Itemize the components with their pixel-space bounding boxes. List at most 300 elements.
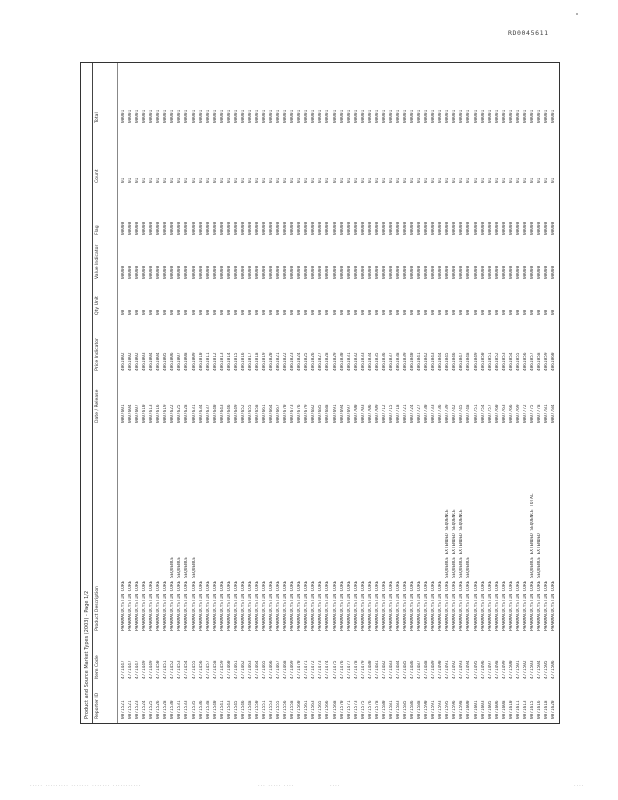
cell-c7: 00001 xyxy=(135,109,141,123)
table-row xyxy=(156,63,162,723)
cell-c5: 00000 xyxy=(374,221,380,235)
cell-c2: 4061009 xyxy=(191,352,197,371)
cell-c2: 4061058 xyxy=(536,352,542,371)
header-desc: Product Description xyxy=(95,585,100,631)
cell-c4: 00000 xyxy=(551,265,557,279)
cell-id: 0071591 xyxy=(431,700,437,719)
cell-code: 4771486 xyxy=(410,660,416,679)
table-row xyxy=(121,63,127,723)
cell-c7: 00001 xyxy=(149,109,155,123)
rotated-table-body xyxy=(81,63,559,723)
cell-c5: 00000 xyxy=(536,221,542,235)
cell-c2: 4061003 xyxy=(142,352,148,371)
cell-c6: 01 xyxy=(156,177,162,183)
cell-c4: 00000 xyxy=(501,265,507,279)
cell-c4: 00000 xyxy=(452,265,458,279)
cell-c3: 00 xyxy=(466,309,472,315)
table-row xyxy=(311,63,317,723)
cell-c1: 0007784 xyxy=(551,404,557,423)
cell-c5: 00000 xyxy=(395,221,401,235)
cell-c7: 00001 xyxy=(219,109,225,123)
cell-c1: 0007772 xyxy=(522,404,528,423)
table-row xyxy=(459,63,465,723)
cell-c2: 4061057 xyxy=(529,352,535,371)
cell-c7: 00001 xyxy=(212,109,218,123)
table-row xyxy=(255,63,261,723)
table-row xyxy=(466,63,472,723)
cell-c4: 00000 xyxy=(522,265,528,279)
cell-c7: 00001 xyxy=(536,109,542,123)
cell-c5: 00000 xyxy=(544,221,549,235)
cell-c6: 01 xyxy=(515,177,521,183)
cell-c6: 01 xyxy=(438,177,444,183)
cell-c1: 0007607 xyxy=(135,404,141,423)
table-row xyxy=(347,63,353,723)
cell-c2: 4061037 xyxy=(388,352,394,371)
cell-desc: PHARMACOCYSTIN CORE xyxy=(487,580,493,631)
cell-c1: 0007622 xyxy=(170,404,176,423)
cell-c3: 00 xyxy=(452,309,458,315)
cell-id: 0071528 xyxy=(163,700,169,719)
cell-c1: 0007727 xyxy=(417,404,423,423)
cell-c7: 00001 xyxy=(297,109,303,123)
table-row xyxy=(170,63,176,723)
cell-c7: 00001 xyxy=(142,109,148,123)
cell-c4: 00000 xyxy=(466,265,472,279)
cell-c5: 00000 xyxy=(290,221,296,235)
cell-desc: PHARMACOCYSTIN CORE xyxy=(135,580,141,631)
cell-desc: PHARMACOCYSTIN CORE xyxy=(325,580,331,631)
cell-c1: 0007781 xyxy=(544,404,549,423)
cell-c6: 01 xyxy=(135,177,141,183)
cell-desc: PHARMACOCYSTIN CORE xyxy=(262,580,267,631)
cell-desc: PHARMACOCYSTIN CORE xyxy=(304,580,310,631)
cell-c7: 00001 xyxy=(445,109,451,123)
table-row xyxy=(227,63,233,723)
cell-c1: 0007649 xyxy=(233,404,239,423)
cell-desc: PHARMACOCYSTIN CORE SEQUENCE EXTENDED SEQUENCE xyxy=(452,509,458,631)
cell-c2: 4061025 xyxy=(304,352,310,371)
cell-c3: 00 xyxy=(367,309,373,315)
cell-c1: 0007682 xyxy=(311,404,317,423)
cell-c2: 4061054 xyxy=(508,352,514,371)
cell-c4: 00000 xyxy=(445,265,451,279)
cell-c1: 0007742 xyxy=(452,404,458,423)
cell-c2: 4061016 xyxy=(240,352,246,371)
cell-c6: 01 xyxy=(262,177,267,183)
cell-c1: 0007700 xyxy=(353,404,359,423)
cell-c5: 00000 xyxy=(529,221,535,235)
cell-id: 0071581 xyxy=(388,700,394,719)
cell-c3: 00 xyxy=(156,309,162,315)
cell-c4: 00000 xyxy=(219,265,225,279)
cell-c1: 0007694 xyxy=(339,404,345,423)
cell-c6: 01 xyxy=(304,177,310,183)
cell-c5: 00000 xyxy=(339,221,345,235)
cell-c5: 00000 xyxy=(424,221,430,235)
cell-c6: 01 xyxy=(318,177,324,183)
cell-desc: PHARMACOCYSTIN CORE xyxy=(508,580,514,631)
cell-c3: 00 xyxy=(473,309,479,315)
cell-c4: 00000 xyxy=(262,265,267,279)
cell-c5: 00000 xyxy=(156,221,162,235)
cell-id: 0071611 xyxy=(515,700,521,719)
cell-c6: 01 xyxy=(544,177,549,183)
cell-c2: 4061047 xyxy=(459,352,465,371)
table-row xyxy=(495,63,501,723)
cell-c3: 00 xyxy=(529,309,535,315)
cell-c7: 00001 xyxy=(529,109,535,123)
cell-c3: 00 xyxy=(212,309,218,315)
cell-desc: PHARMACOCYSTIN CORE SEQUENCE xyxy=(170,556,176,631)
cell-c3: 00 xyxy=(480,309,486,315)
cell-code: 4771470 xyxy=(297,660,303,679)
cell-id: 0071523 xyxy=(135,700,141,719)
data-table xyxy=(80,62,560,724)
cell-id: 0071608 xyxy=(501,700,507,719)
cell-c7: 00001 xyxy=(395,109,401,123)
cell-c5: 00000 xyxy=(198,221,204,235)
cell-c4: 00000 xyxy=(544,265,549,279)
cell-c2: 4061056 xyxy=(522,352,528,371)
cell-c4: 00000 xyxy=(360,265,366,279)
cell-c2: 4061049 xyxy=(473,352,479,371)
cell-desc: PHARMACOCYSTIN CORE xyxy=(233,580,239,631)
cell-c6: 01 xyxy=(487,177,493,183)
cell-c3: 00 xyxy=(374,309,380,315)
cell-c2: 4061002 xyxy=(121,352,126,371)
cell-c5: 00000 xyxy=(142,221,148,235)
table-row xyxy=(276,63,282,723)
cell-c4: 00000 xyxy=(367,265,373,279)
cell-desc: PHARMACOCYSTIN CORE SEQUENCE xyxy=(177,556,183,631)
cell-c1: 0007760 xyxy=(494,404,500,423)
cell-code: 4771466 xyxy=(269,660,275,679)
cell-c5: 00000 xyxy=(163,221,169,235)
cell-c4: 00000 xyxy=(536,265,542,279)
cell-c2: 4061033 xyxy=(360,352,366,371)
cell-c5: 00000 xyxy=(410,221,416,235)
table-row xyxy=(368,63,374,723)
cell-c2: 4061036 xyxy=(381,352,387,371)
cell-c4: 00000 xyxy=(142,265,148,279)
cell-id: 0071595 xyxy=(445,700,451,719)
cell-c1: 0007676 xyxy=(297,404,303,423)
cell-code: 4771494 xyxy=(466,660,472,679)
cell-c4: 00000 xyxy=(205,265,211,279)
cell-c5: 00000 xyxy=(304,221,310,235)
cell-c5: 00000 xyxy=(459,221,465,235)
cell-c4: 00000 xyxy=(388,265,394,279)
cell-c3: 00 xyxy=(318,309,324,315)
cell-c3: 00 xyxy=(290,309,296,315)
cell-c2: 4061039 xyxy=(403,352,408,371)
cell-c2: 4061055 xyxy=(515,352,521,371)
cell-c7: 00001 xyxy=(332,109,338,123)
cell-desc: PHARMACOCYSTIN CORE xyxy=(381,580,387,631)
cell-id: 0071610 xyxy=(508,700,514,719)
cell-c5: 00000 xyxy=(177,221,183,235)
cell-c3: 00 xyxy=(135,309,141,315)
cell-c6: 01 xyxy=(508,177,514,183)
cell-c5: 00000 xyxy=(551,221,557,235)
cell-c4: 00000 xyxy=(339,265,345,279)
cell-id: 0071540 xyxy=(212,700,218,719)
cell-c1: 0007766 xyxy=(508,404,514,423)
cell-c5: 00000 xyxy=(212,221,218,235)
cell-c1: 0007664 xyxy=(269,404,275,423)
cell-c2: 4061045 xyxy=(445,352,451,371)
cell-c1: 0007616 xyxy=(156,404,162,423)
cell-code: 4771482 xyxy=(381,660,387,679)
footer-mark: .... xyxy=(574,782,585,788)
cell-c3: 00 xyxy=(424,309,430,315)
cell-code: 4771462 xyxy=(240,660,246,679)
cell-id: 0071525 xyxy=(149,700,155,719)
cell-c3: 00 xyxy=(170,309,176,315)
cell-desc: PHARMACOCYSTIN CORE xyxy=(424,580,430,631)
cell-code: 4771483 xyxy=(388,660,394,679)
cell-c1: 0007730 xyxy=(424,404,430,423)
cell-c6: 01 xyxy=(473,177,479,183)
cell-c2: 4061035 xyxy=(374,352,380,371)
cell-c2: 4061027 xyxy=(318,352,324,371)
cell-c3: 00 xyxy=(487,309,493,315)
cell-c5: 00000 xyxy=(318,221,324,235)
cell-id: 0071585 xyxy=(403,700,408,719)
cell-c7: 00001 xyxy=(388,109,394,123)
table-row xyxy=(516,63,522,723)
cell-c1: 0007643 xyxy=(219,404,225,423)
cell-c4: 00000 xyxy=(438,265,444,279)
cell-c5: 00000 xyxy=(135,221,141,235)
cell-code: 4771488 xyxy=(424,660,430,679)
cell-c6: 01 xyxy=(233,177,239,183)
cell-id: 0071536 xyxy=(198,700,204,719)
table-row xyxy=(340,63,346,723)
cell-c4: 00000 xyxy=(128,265,134,279)
cell-c5: 00000 xyxy=(353,221,359,235)
cell-c7: 00001 xyxy=(452,109,458,123)
cell-c4: 00000 xyxy=(473,265,479,279)
cell-c7: 00001 xyxy=(353,109,359,123)
cell-c5: 00000 xyxy=(431,221,437,235)
cell-c7: 00001 xyxy=(163,109,169,123)
cell-c4: 00000 xyxy=(233,265,239,279)
cell-c2: 4061017 xyxy=(247,352,253,371)
cell-c3: 00 xyxy=(283,309,289,315)
cell-c1: 0007769 xyxy=(515,404,521,423)
cell-c2: 4061043 xyxy=(431,352,437,371)
cell-c2: 4061011 xyxy=(205,352,211,371)
table-row xyxy=(544,63,550,723)
cell-code: 4771475 xyxy=(332,660,338,679)
cell-c6: 01 xyxy=(283,177,289,183)
cell-desc: PHARMACOCYSTIN CORE xyxy=(212,580,218,631)
cell-c7: 00001 xyxy=(177,109,183,123)
table-row xyxy=(269,63,275,723)
cell-c3: 00 xyxy=(142,309,148,315)
cell-desc: PHARMACOCYSTIN CORE xyxy=(410,580,416,631)
cell-c4: 00000 xyxy=(410,265,416,279)
cell-c2: 4061014 xyxy=(226,352,232,371)
cell-desc: PHARMACOCYSTIN CORE xyxy=(515,580,521,631)
cell-c5: 00000 xyxy=(128,221,134,235)
cell-id: 0071551 xyxy=(262,700,267,719)
cell-c5: 00000 xyxy=(388,221,394,235)
cell-c4: 00000 xyxy=(480,265,486,279)
cell-c1: 0007733 xyxy=(431,404,437,423)
cell-desc: PHARMACOCYSTIN CORE xyxy=(219,580,225,631)
cell-c6: 01 xyxy=(529,177,535,183)
cell-c7: 00001 xyxy=(170,109,176,123)
cell-code: 4771449 xyxy=(149,660,155,679)
cell-c6: 01 xyxy=(276,177,282,183)
cell-c4: 00000 xyxy=(254,265,260,279)
cell-desc: PHARMACOCYSTIN CORE xyxy=(149,580,155,631)
cell-c3: 00 xyxy=(240,309,246,315)
header-rule xyxy=(92,63,93,723)
cell-c2: 4061032 xyxy=(353,352,359,371)
cell-code: 4771496 xyxy=(480,660,486,679)
cell-c3: 00 xyxy=(381,309,387,315)
cell-c7: 00001 xyxy=(501,109,507,123)
cell-c6: 01 xyxy=(177,177,183,183)
cell-id: 0071530 xyxy=(170,700,176,719)
cell-c7: 00001 xyxy=(318,109,324,123)
cell-c2: 4061028 xyxy=(325,352,331,371)
cell-c3: 00 xyxy=(417,309,423,315)
cell-c2: 4061020 xyxy=(269,352,275,371)
cell-c3: 00 xyxy=(325,309,331,315)
cell-c3: 00 xyxy=(262,309,267,315)
cell-code: 4771500 xyxy=(508,660,514,679)
cell-c5: 00000 xyxy=(508,221,514,235)
cell-c7: 00001 xyxy=(269,109,275,123)
cell-desc: PHARMACOCYSTIN CORE SEQUENCE EXTENDED xyxy=(536,533,542,631)
cell-c3: 00 xyxy=(410,309,416,315)
cell-desc: PHARMACOCYSTIN CORE xyxy=(198,580,204,631)
cell-c3: 00 xyxy=(431,309,437,315)
cell-id: 0071618 xyxy=(544,700,549,719)
cell-desc: PHARMACOCYSTIN CORE xyxy=(544,580,549,631)
cell-c2: 4061007 xyxy=(177,352,183,371)
cell-c1: 0007757 xyxy=(487,404,493,423)
cell-c1: 0007706 xyxy=(367,404,373,423)
cell-c5: 00000 xyxy=(367,221,373,235)
cell-c5: 00000 xyxy=(269,221,275,235)
table-row xyxy=(382,63,388,723)
cell-c2: 4061026 xyxy=(311,352,317,371)
cell-desc: PHARMACOCYSTIN CORE xyxy=(297,580,303,631)
cell-c1: 0007751 xyxy=(473,404,479,423)
cell-code: 4771459 xyxy=(219,660,225,679)
cell-c5: 00000 xyxy=(494,221,500,235)
cell-code: 4771479 xyxy=(360,660,366,679)
cell-c4: 00000 xyxy=(121,265,126,279)
cell-code: 4771506 xyxy=(551,660,557,679)
cell-c6: 01 xyxy=(480,177,486,183)
cell-c7: 00001 xyxy=(339,109,345,123)
cell-id: 0071573 xyxy=(353,700,359,719)
cell-c5: 00000 xyxy=(381,221,387,235)
cell-code: 4771454 xyxy=(184,660,190,679)
cell-c2: 4061008 xyxy=(184,352,190,371)
page-id: RD0045611 xyxy=(508,29,549,37)
cell-c4: 00000 xyxy=(240,265,246,279)
cell-c6: 01 xyxy=(121,177,126,183)
cell-c2: 4061044 xyxy=(438,352,444,371)
cell-id: 0071546 xyxy=(240,700,246,719)
cell-c7: 00001 xyxy=(544,109,549,123)
cell-c6: 01 xyxy=(219,177,225,183)
cell-c1: 0007628 xyxy=(184,404,190,423)
cell-id: 0071566 xyxy=(325,700,331,719)
cell-c6: 01 xyxy=(191,177,197,183)
cell-c1: 0007640 xyxy=(212,404,218,423)
cell-c2: 4061010 xyxy=(198,352,204,371)
cell-c7: 00001 xyxy=(508,109,514,123)
cell-code: 4771458 xyxy=(212,660,218,679)
cell-c4: 00000 xyxy=(381,265,387,279)
cell-c7: 00001 xyxy=(128,109,134,123)
cell-desc: PHARMACOCYSTIN CORE xyxy=(283,580,289,631)
cell-id: 0071555 xyxy=(276,700,282,719)
cell-desc: PHARMACOCYSTIN CORE xyxy=(417,580,423,631)
cell-c5: 00000 xyxy=(283,221,289,235)
cell-c2: 4061022 xyxy=(283,352,289,371)
cell-c1: 0007724 xyxy=(410,404,416,423)
cell-id: 0071561 xyxy=(304,700,310,719)
header-c1: Date / Release xyxy=(95,389,100,423)
cell-c1: 0007667 xyxy=(276,404,282,423)
cell-c1: 0007625 xyxy=(177,404,183,423)
cell-c4: 00000 xyxy=(290,265,296,279)
cell-c1: 0007670 xyxy=(283,404,289,423)
cell-desc: PHARMACOCYSTIN CORE SEQUENCE EXTENDED SEQUENCE TOTAL xyxy=(529,493,535,631)
cell-code: 4771447 xyxy=(128,660,134,679)
cell-c5: 00000 xyxy=(346,221,352,235)
cell-c6: 01 xyxy=(184,177,190,183)
table-row xyxy=(389,63,395,723)
cell-c6: 01 xyxy=(240,177,246,183)
cell-id: 0071533 xyxy=(184,700,190,719)
table-row xyxy=(318,63,324,723)
cell-c5: 00000 xyxy=(121,221,126,235)
cell-c2: 4061051 xyxy=(487,352,493,371)
table-row xyxy=(248,63,254,723)
cell-code: 4771457 xyxy=(205,660,211,679)
cell-c1: 0007646 xyxy=(226,404,232,423)
cell-c7: 00001 xyxy=(184,109,190,123)
cell-c7: 00001 xyxy=(438,109,444,123)
cell-c2: 4061002 xyxy=(135,352,141,371)
cell-c6: 01 xyxy=(198,177,204,183)
cell-c6: 01 xyxy=(522,177,528,183)
cell-c4: 00000 xyxy=(403,265,408,279)
cell-id: 0071596 xyxy=(452,700,458,719)
cell-c4: 00000 xyxy=(353,265,359,279)
cell-c3: 00 xyxy=(438,309,444,315)
cell-c1: 0007661 xyxy=(262,404,267,423)
header-c2: Price Indicator xyxy=(95,338,100,371)
cell-c6: 01 xyxy=(424,177,430,183)
cell-c3: 00 xyxy=(219,309,225,315)
cell-c4: 00000 xyxy=(346,265,352,279)
cell-c3: 00 xyxy=(233,309,239,315)
cell-c6: 01 xyxy=(381,177,387,183)
cell-c3: 00 xyxy=(494,309,500,315)
